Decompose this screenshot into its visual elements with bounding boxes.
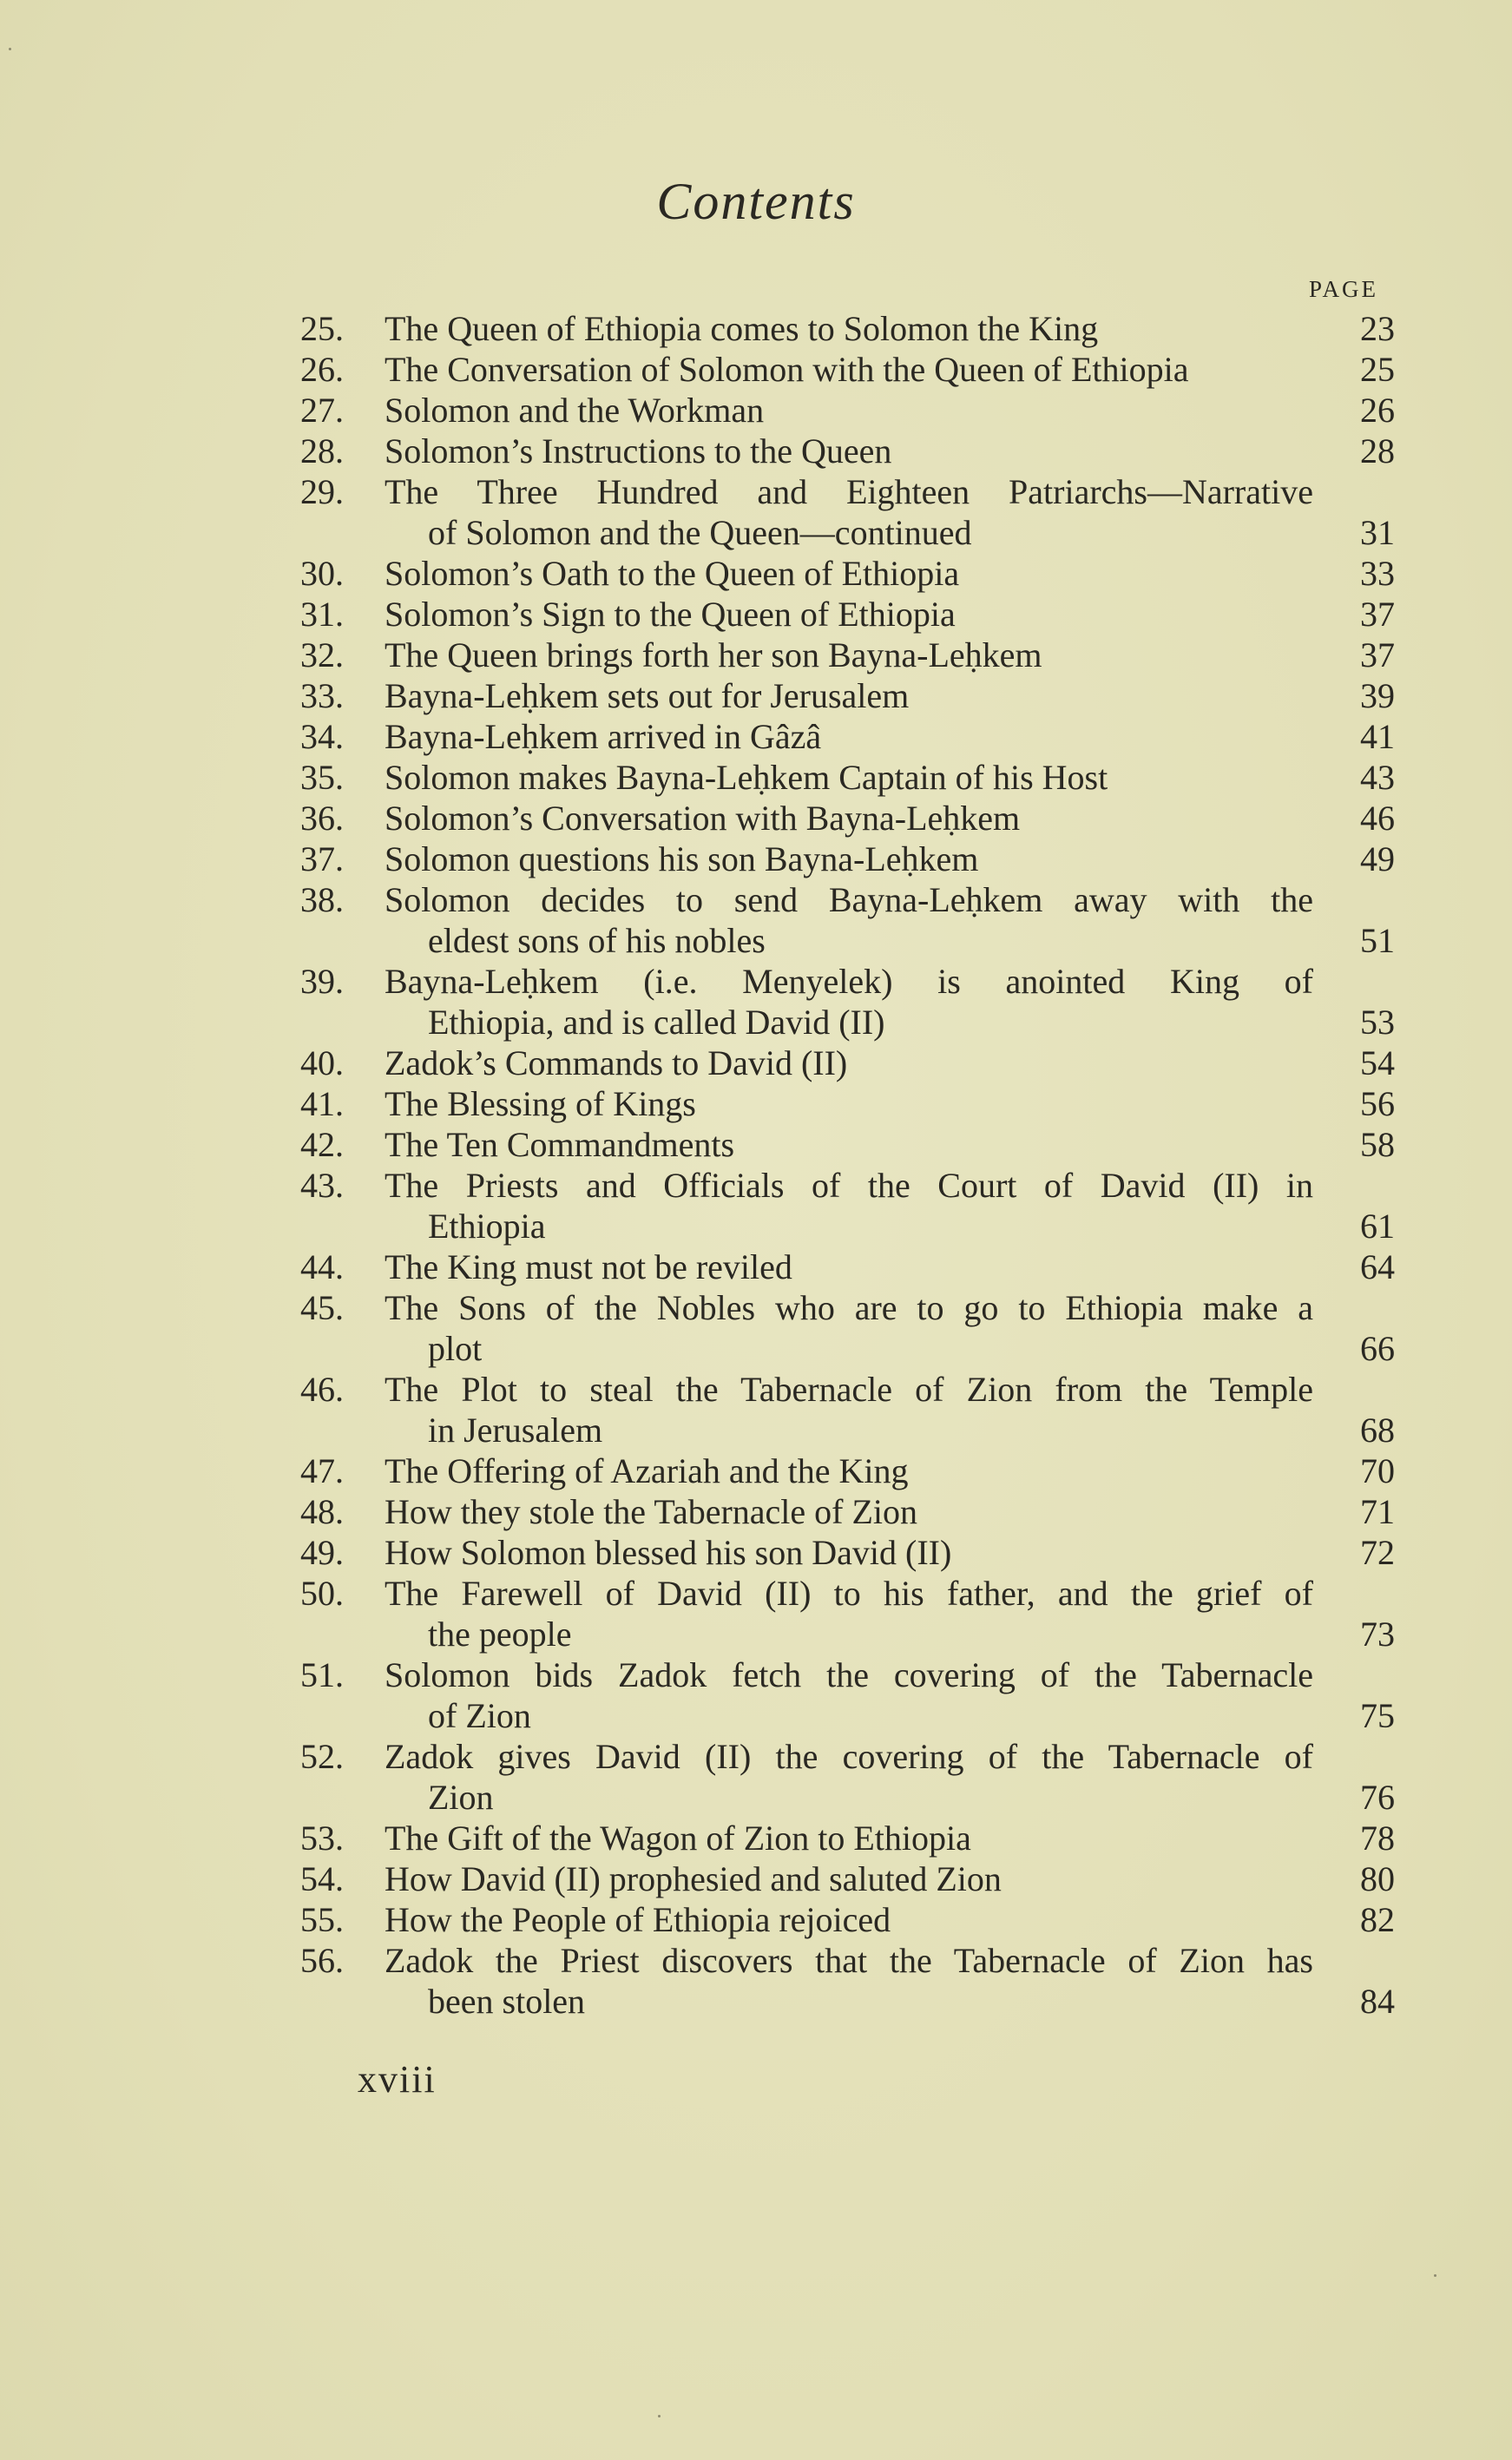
entry-title <box>385 1899 1313 1940</box>
entry-page-number: 37 <box>1360 635 1395 674</box>
toc-entry <box>0 1287 1512 1369</box>
toc-entry <box>0 1043 1512 1083</box>
toc-entry <box>0 1858 1512 1899</box>
entry-page-number: 23 <box>1360 309 1395 348</box>
entry-title-line: Solomon and the Workman <box>385 391 765 430</box>
entry-title-line: How Solomon blessed his son David (II) <box>385 1533 952 1572</box>
entry-title <box>385 1165 1313 1246</box>
toc-entry <box>0 1532 1512 1573</box>
entry-title-line: The Sons of the Nobles who are to go to Ethiopia make a <box>385 1288 1313 1327</box>
toc-entry <box>0 553 1512 594</box>
entry-number: 54. <box>300 1859 344 1898</box>
entry-number: 36. <box>300 799 344 838</box>
entry-number: 31. <box>300 595 344 634</box>
entry-number: 34. <box>300 717 344 756</box>
entry-page-number: 64 <box>1360 1247 1395 1286</box>
entry-page-number: 72 <box>1360 1533 1395 1572</box>
entry-title <box>385 1124 1313 1165</box>
entry-title <box>385 1287 1313 1369</box>
entry-number: 51. <box>300 1655 344 1694</box>
toc-entry <box>0 675 1512 716</box>
toc-entry <box>0 1899 1512 1940</box>
entry-page-number: 82 <box>1360 1900 1395 1939</box>
entry-number: 29. <box>300 472 344 511</box>
entry-title-line: The Blessing of Kings <box>385 1084 696 1123</box>
entry-title-line: Bayna-Leḥkem sets out for Jerusalem <box>385 676 910 715</box>
entry-page-number: 78 <box>1360 1819 1395 1858</box>
toc-entry <box>0 716 1512 757</box>
entry-title <box>385 757 1313 798</box>
entry-page-number: 46 <box>1360 799 1395 838</box>
entry-title <box>385 635 1313 675</box>
toc-entry <box>0 390 1512 431</box>
entry-number: 40. <box>300 1043 344 1082</box>
entry-number: 47. <box>300 1451 344 1490</box>
entry-page-number: 39 <box>1360 676 1395 715</box>
table-of-contents <box>0 308 1512 2022</box>
entry-title-line: Solomon’s Oath to the Queen of Ethiopia <box>385 554 960 593</box>
paper-speck <box>9 48 11 50</box>
entry-title-continuation: plot <box>428 1329 483 1368</box>
entry-page-number: 49 <box>1360 839 1395 878</box>
entry-number: 48. <box>300 1492 344 1531</box>
entry-title <box>385 1450 1313 1491</box>
entry-page-number: 66 <box>1360 1329 1395 1368</box>
entry-title <box>385 1083 1313 1124</box>
entry-page-number: 71 <box>1360 1492 1395 1531</box>
toc-entry <box>0 594 1512 635</box>
entry-title <box>385 798 1313 839</box>
entry-number: 33. <box>300 676 344 715</box>
entry-number: 41. <box>300 1084 344 1123</box>
toc-entry <box>0 1083 1512 1124</box>
entry-title-line: The Conversation of Solomon with the Queen of Ethiopia <box>385 350 1189 389</box>
toc-entry <box>0 1654 1512 1736</box>
entry-title-line: Solomon bids Zadok fetch the covering of the Tabernacle <box>385 1655 1313 1694</box>
entry-title-line: The Queen brings forth her son Bayna-Leḥkem <box>385 635 1042 674</box>
entry-page-number: 73 <box>1360 1615 1395 1654</box>
entry-title-continuation: of Zion <box>428 1696 531 1735</box>
paper-speck <box>658 2415 661 2417</box>
entry-page-number: 61 <box>1360 1207 1395 1246</box>
page-column-header: PAGE <box>1309 276 1379 302</box>
entry-title <box>385 1246 1313 1287</box>
entry-title-line: The Queen of Ethiopia comes to Solomon the King <box>385 309 1099 348</box>
entry-title-line: The Priests and Officials of the Court of David (II) in <box>385 1166 1313 1205</box>
entry-number: 26. <box>300 350 344 389</box>
toc-entry <box>0 1450 1512 1491</box>
toc-entry <box>0 839 1512 879</box>
entry-number: 30. <box>300 554 344 593</box>
entry-title-continuation: eldest sons of his nobles <box>428 921 766 960</box>
entry-page-number: 68 <box>1360 1411 1395 1450</box>
page-title: Contents <box>656 173 856 230</box>
entry-title-line: Zadok gives David (II) the covering of the Tabernacle of <box>385 1737 1313 1776</box>
entry-number: 56. <box>300 1941 344 1980</box>
toc-entry <box>0 349 1512 390</box>
toc-entry <box>0 1369 1512 1450</box>
toc-entry <box>0 308 1512 349</box>
entry-title <box>385 553 1313 594</box>
entry-number: 46. <box>300 1370 344 1409</box>
entry-number: 52. <box>300 1737 344 1776</box>
entry-page-number: 33 <box>1360 554 1395 593</box>
entry-title <box>385 716 1313 757</box>
entry-title <box>385 1818 1313 1858</box>
entry-title-line: How the People of Ethiopia rejoiced <box>385 1900 891 1939</box>
entry-title-line: Solomon decides to send Bayna-Leḥkem away with the <box>385 880 1313 919</box>
entry-page-number: 84 <box>1360 1982 1395 2021</box>
entry-title-line: Zadok the Priest discovers that the Tabernacle of Zion has <box>385 1941 1313 1980</box>
entry-number: 44. <box>300 1247 344 1286</box>
entry-page-number: 25 <box>1360 350 1395 389</box>
entry-page-number: 54 <box>1360 1043 1395 1082</box>
toc-entry <box>0 635 1512 675</box>
entry-title <box>385 594 1313 635</box>
entry-title-line: The King must not be reviled <box>385 1247 792 1286</box>
toc-entry <box>0 1573 1512 1654</box>
entry-title <box>385 1532 1313 1573</box>
entry-number: 53. <box>300 1819 344 1858</box>
entry-page-number: 70 <box>1360 1451 1395 1490</box>
entry-page-number: 56 <box>1360 1084 1395 1123</box>
entry-page-number: 37 <box>1360 595 1395 634</box>
entry-number: 39. <box>300 962 344 1001</box>
entry-title <box>385 879 1313 961</box>
toc-entry <box>0 798 1512 839</box>
entry-title-continuation: Ethiopia <box>428 1207 546 1246</box>
entry-number: 45. <box>300 1288 344 1327</box>
entry-title-continuation: the people <box>428 1615 572 1654</box>
entry-title <box>385 961 1313 1043</box>
entry-number: 32. <box>300 635 344 674</box>
entry-title <box>385 349 1313 390</box>
entry-title <box>385 471 1313 553</box>
paper-speck <box>1434 2274 1436 2277</box>
entry-page-number: 58 <box>1360 1125 1395 1164</box>
entry-page-number: 51 <box>1360 921 1395 960</box>
entry-title <box>385 1736 1313 1818</box>
folio-number: xviii <box>358 2058 437 2101</box>
toc-entry <box>0 1246 1512 1287</box>
entry-title-continuation: been stolen <box>428 1982 586 2021</box>
entry-title-continuation: Ethiopia, and is called David (II) <box>428 1003 885 1042</box>
entry-page-number: 26 <box>1360 391 1395 430</box>
entry-page-number: 28 <box>1360 431 1395 470</box>
entry-title <box>385 390 1313 431</box>
entry-title <box>385 675 1313 716</box>
entry-title-line: The Three Hundred and Eighteen Patriarchs—Narrative <box>385 472 1313 511</box>
entry-title-line: The Plot to steal the Tabernacle of Zion from the Temple <box>385 1370 1313 1409</box>
entry-number: 27. <box>300 391 344 430</box>
entry-title-line: Bayna-Leḥkem arrived in Gâzâ <box>385 717 822 756</box>
toc-entry <box>0 757 1512 798</box>
toc-entry <box>0 431 1512 471</box>
entry-title <box>385 839 1313 879</box>
entry-title <box>385 1043 1313 1083</box>
entry-page-number: 80 <box>1360 1859 1395 1898</box>
entry-title-line: The Farewell of David (II) to his father, and the grief of <box>385 1574 1313 1613</box>
entry-title <box>385 308 1313 349</box>
entry-number: 28. <box>300 431 344 470</box>
toc-entry <box>0 879 1512 961</box>
entry-number: 55. <box>300 1900 344 1939</box>
entry-number: 50. <box>300 1574 344 1613</box>
toc-entry <box>0 1736 1512 1818</box>
entry-title-continuation: Zion <box>428 1778 494 1817</box>
entry-title <box>385 1573 1313 1654</box>
entry-title-line: The Offering of Azariah and the King <box>385 1451 909 1490</box>
entry-title-continuation: of Solomon and the Queen—continued <box>428 513 972 552</box>
entry-title <box>385 1858 1313 1899</box>
entry-page-number: 53 <box>1360 1003 1395 1042</box>
entry-title <box>385 431 1313 471</box>
entry-number: 25. <box>300 309 344 348</box>
entry-number: 37. <box>300 839 344 878</box>
toc-entry <box>0 1491 1512 1532</box>
entry-title <box>385 1491 1313 1532</box>
entry-title <box>385 1654 1313 1736</box>
entry-title-line: Solomon makes Bayna-Leḥkem Captain of his Host <box>385 758 1108 797</box>
entry-number: 38. <box>300 880 344 919</box>
entry-title-continuation: in Jerusalem <box>428 1411 603 1450</box>
entry-number: 35. <box>300 758 344 797</box>
entry-page-number: 76 <box>1360 1778 1395 1817</box>
entry-title <box>385 1369 1313 1450</box>
toc-entry <box>0 961 1512 1043</box>
entry-title-line: How David (II) prophesied and saluted Zion <box>385 1859 1002 1898</box>
toc-entry <box>0 1124 1512 1165</box>
entry-page-number: 41 <box>1360 717 1395 756</box>
entry-title <box>385 1940 1313 2022</box>
entry-title-line: Bayna-Leḥkem (i.e. Menyelek) is anointed King of <box>385 962 1313 1001</box>
entry-page-number: 31 <box>1360 513 1395 552</box>
entry-page-number: 75 <box>1360 1696 1395 1735</box>
entry-title-line: Solomon’s Instructions to the Queen <box>385 431 892 470</box>
entry-title-line: Solomon’s Conversation with Bayna-Leḥkem <box>385 799 1021 838</box>
entry-title-line: The Gift of the Wagon of Zion to Ethiopia <box>385 1819 971 1858</box>
toc-entry <box>0 471 1512 553</box>
entry-title-line: Zadok’s Commands to David (II) <box>385 1043 848 1082</box>
entry-title-line: Solomon questions his son Bayna-Leḥkem <box>385 839 979 878</box>
toc-entry <box>0 1818 1512 1858</box>
entry-number: 42. <box>300 1125 344 1164</box>
entry-title-line: How they stole the Tabernacle of Zion <box>385 1492 918 1531</box>
toc-entry <box>0 1940 1512 2022</box>
entry-number: 43. <box>300 1166 344 1205</box>
entry-title-line: Solomon’s Sign to the Queen of Ethiopia <box>385 595 956 634</box>
entry-title-line: The Ten Commandments <box>385 1125 735 1164</box>
toc-entry <box>0 1165 1512 1246</box>
entry-page-number: 43 <box>1360 758 1395 797</box>
entry-number: 49. <box>300 1533 344 1572</box>
